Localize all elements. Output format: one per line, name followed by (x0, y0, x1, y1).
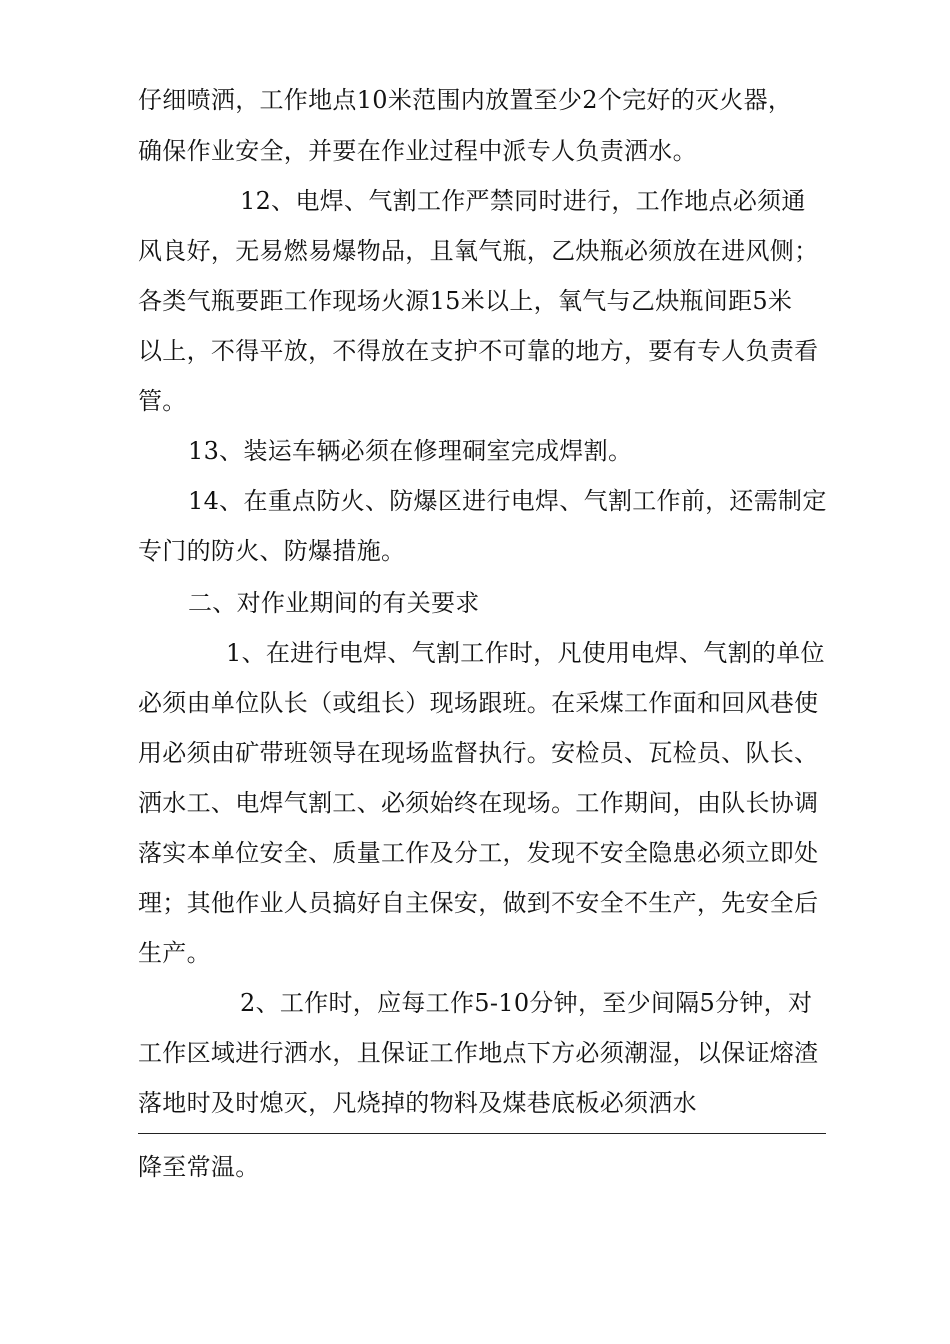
text-line: 仔细喷洒，工作地点10米范围内放置至少2个完好的灭火器， (138, 86, 793, 114)
text-line: 落地时及时熄灭，凡烧掉的物料及煤巷底板必须洒水 (138, 1089, 697, 1117)
paragraph-14-start: 14、在重点防火、防爆区进行电焊、气割工作前，还需制定 (188, 487, 827, 515)
paragraph-2-start: 2、工作时，应每工作5-10分钟，至少间隔5分钟，对 (240, 989, 813, 1017)
text-line: 理；其他作业人员搞好自主保安，做到不安全不生产，先安全后 (138, 889, 819, 917)
text-line: 洒水工、电焊气割工、必须始终在现场。工作期间，由队长协调 (138, 789, 819, 817)
paragraph-1-start: 1、在进行电焊、气割工作时，凡使用电焊、气割的单位 (226, 639, 825, 667)
paragraph-13: 13、装运车辆必须在修理硐室完成焊割。 (188, 437, 633, 465)
text-line: 必须由单位队长（或组长）现场跟班。在采煤工作面和回风巷使 (138, 689, 819, 717)
text-line: 生产。 (138, 939, 211, 967)
text-line: 确保作业安全，并要在作业过程中派专人负责洒水。 (138, 137, 697, 165)
page-break-rule (138, 1133, 826, 1134)
section-heading: 二、对作业期间的有关要求 (188, 589, 480, 617)
text-line: 风良好，无易燃易爆物品，且氧气瓶，乙炔瓶必须放在进风侧； (138, 237, 819, 265)
paragraph-12-start: 12、电焊、气割工作严禁同时进行，工作地点必须通 (240, 187, 806, 215)
text-line: 用必须由矿带班领导在现场监督执行。安检员、瓦检员、队长、 (138, 739, 819, 767)
text-line: 专门的防火、防爆措施。 (138, 537, 406, 565)
text-line: 降至常温。 (138, 1153, 260, 1181)
text-line: 工作区域进行洒水，且保证工作地点下方必须潮湿，以保证熔渣 (138, 1039, 819, 1067)
text-line: 管。 (138, 387, 187, 415)
text-line: 各类气瓶要距工作现场火源15米以上，氧气与乙炔瓶间距5米 (138, 287, 793, 315)
text-line: 落实本单位安全、质量工作及分工，发现不安全隐患必须立即处 (138, 839, 819, 867)
text-line: 以上，不得平放，不得放在支护不可靠的地方，要有专人负责看 (138, 337, 819, 365)
